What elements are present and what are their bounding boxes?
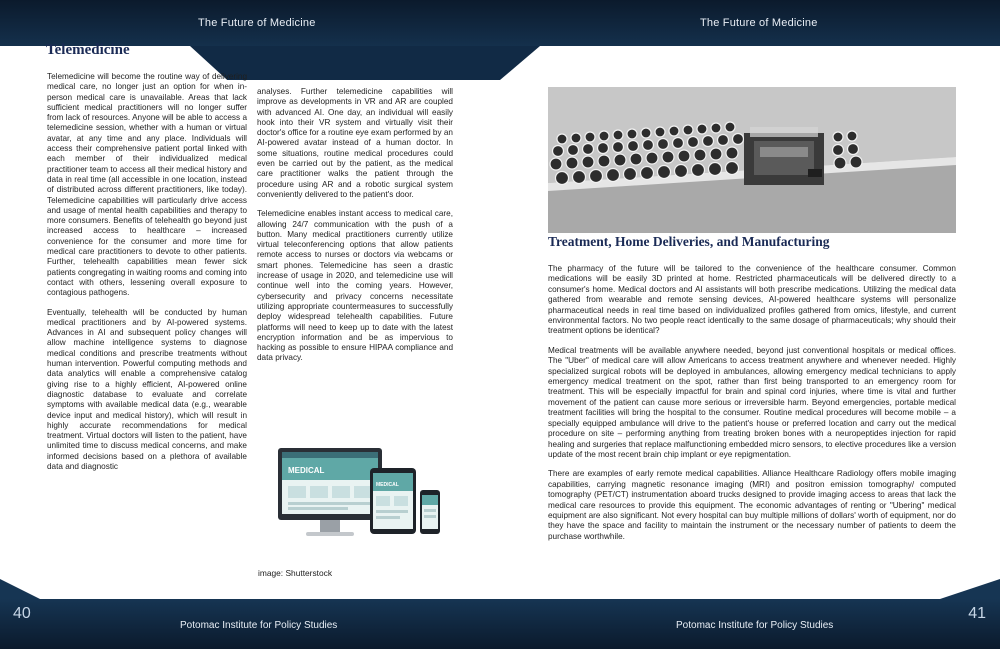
pharmacy-printer-photo <box>548 87 956 233</box>
section-heading-telemedicine: Telemedicine <box>46 42 130 58</box>
section-heading-treatment: Treatment, Home Deliveries, and Manufacturing <box>548 234 830 249</box>
paragraph: Telemedicine enables instant access to medical care, allowing 24/7 communication with the push of a button. Many medical practitioners currently utilize virtual teleconferencing options that allow patients remote access to nurses or doctors via webcams or smart phones. Telemedicine has seen a drastic increase of usage in 2020, and telemedicine use will continue well into the coming years. However, cybersecurity and privacy concerns necessitate utilizing appropriate countermeasures to successfully deploy widespread telehealth capabilities. Future platforms will need to keep up to date with the latest encryption information and be as impervious to hacking as possible to ensure HIPAA compliance and data privacy. <box>257 209 453 363</box>
paragraph: analyses. Further telemedicine capabilities will improve as developments in VR and AR are coupled with advanced AI. One day, an individual will easily hook into their VR system and virtually visit their doctor's office for a routine eye exam performed by an AI-powered avatar instead of a human doctor. In some situations, routine medical procedures could even be carried out by the patient, as the medical care practitioner walks the patient through the procedure using AR and a robotic surgical system conveniently delivered to the patient's door. <box>257 87 453 199</box>
page-number: 40 <box>13 605 31 622</box>
screen-title: MEDICAL <box>288 466 325 475</box>
header-title: The Future of Medicine <box>198 17 316 29</box>
text-column-right <box>548 264 956 551</box>
paragraph: Medical treatments will be available anywhere needed, beyond just conventional hospitals or medical offices. The "Uber" of medical care will allow Americans to access treatment anywhere and whenever needed. Highly specialized surgical robots will be deployed in ambulances, allowing emergency medical technicians to apply emergency medical treatment on the spot, rather than first being transported to an emergency room for treatment. This will be especially impactful for brain and spinal cord injuries, where time is vital and further movement of the patient can cause more serious or irreversible harm. Beyond emergencies, portable medical treatment facilities will bring the hospital to the consumer. Routine medical procedures will become mobile – a specially equipped ambulance will drive to the patient's house or preferred location and carry out the medical procedure on site – performing anything from treating broken bones with a neuropeptides injection for rapid healing and surgeries that replace malfunctioning embedded micro sensors, to elective procedures like a version update of the most recent brain chip implant or eye repigmentation. <box>548 345 956 459</box>
paragraph: Telemedicine will become the routine way of delivering medical care, no longer just an option for when in-person medical care is unavailable. Areas that lack sufficient medical practitioners will no longer suffer from lack of resources. Anyone will be able to access a telemedicine session, whether with a human or virtual avatar, at any time and any place. Individuals will access their comprehensive patient portal linked with each member of their individualized medical practitioner team to access all their medical history and data in real time (all accessible in one location, instead of distributed across different practitioners, like today). Telemedicine capabilities will particularly drive access and usage of mental health capabilities and therapy to more consumers. Benefits of telehealth go beyond just increased access to healthcare – increased convenience for the consumer and more time for medical care practitioners to devote to other patients. Further, telehealth capabilities mean fewer sick patients congregating in waiting rooms and coming into contact with others, lessening overall exposure to contagious pathogens. <box>47 72 247 298</box>
paragraph: There are examples of early remote medical capabilities. Alliance Healthcare Radiology offers mobile imaging capabilities, carrying magnetic resonance imaging (MRI) and positron emission tomography/ computed tomography (PET/CT) instrumentation aboard trucks designed to provide imaging access to areas that lack the medical care resources to provide this equipment. The economic advantages of renting or "Ubering" medical equipment are also significant. Not every hospital can buy multiple millions of dollars' worth of equipment, nor do they have the space and facility to maintain the instrument or the necessary number of patients to deem the purchase worthwhile. <box>548 469 956 541</box>
svg-text:MEDICAL: MEDICAL <box>376 482 399 488</box>
page-number: 41 <box>968 605 986 622</box>
paragraph: The pharmacy of the future will be tailored to the convenience of the healthcare consumer. Common medications will be easily 3D printed at home. Restricted pharmaceuticals will be delivered directly to a consumer's home. Medical doctors and AI assistants will both prescribe medications. Utilizing the medical data gathered from wearable and remote sensing devices, AI-powered healthcare systems will personalize pharmaceutical needs in real time based on individualized profiles gathered from omics, lifestyle, and current environmental factors. No two people react identically to the same dosage of pharmaceuticals; why should their treatment options be identical? <box>548 264 956 336</box>
devices-image <box>272 446 442 554</box>
text-column-1 <box>47 72 247 481</box>
footer-org: Potomac Institute for Policy Studies <box>676 620 834 631</box>
footer-notch <box>940 579 1000 599</box>
paragraph: Eventually, telehealth will be conducted by human medical practitioners and by AI-powered systems. Advances in AI and subsequent policy changes will allow machine intelligence systems to diagnose medical conditions and prescribe treatments without human intervention. Powerful computing methods and data analytics will enable a comprehensive catalog giving rise to a highly efficient, AI-powered online diagnostic database to evaluate and correlate symptoms with available medical data (e.g., wearable device input and medical history), which will result in highly accurate recommendations for medical treatment. Virtual doctors will listen to the patient, have unlimited time to discuss medical concerns, and make informed decisions based on a plethora of available data and diagnostic <box>47 307 247 471</box>
devices-illustration <box>272 446 442 554</box>
header-title: The Future of Medicine <box>700 17 818 29</box>
header-notch <box>500 46 540 80</box>
footer-org: Potomac Institute for Policy Studies <box>180 620 338 631</box>
footer-notch <box>0 579 40 599</box>
right-page <box>500 0 1000 649</box>
text-column-2 <box>257 87 453 373</box>
image-caption: image: Shutterstock <box>258 568 333 578</box>
